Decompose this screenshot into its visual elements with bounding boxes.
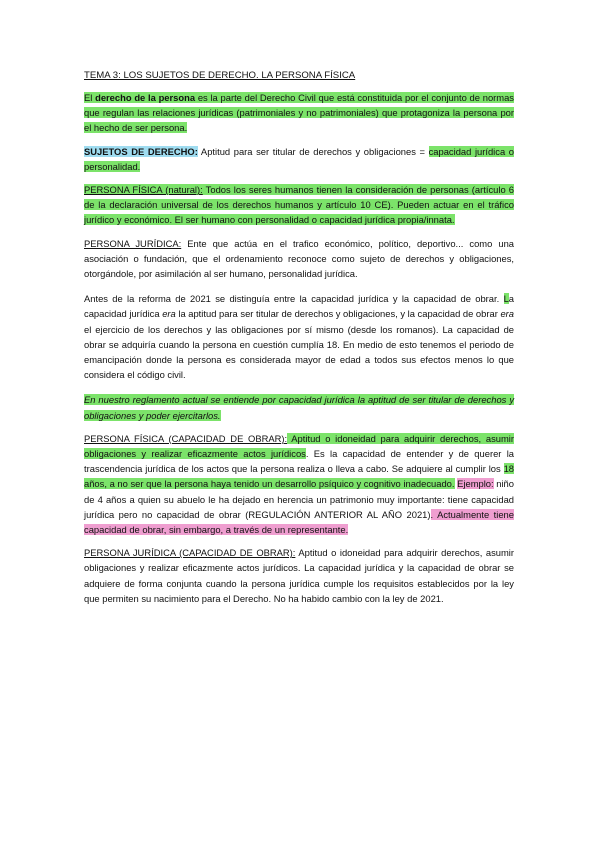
highlight-green: L xyxy=(503,293,509,305)
label-persona-juridica: PERSONA JURÍDICA: xyxy=(84,237,182,249)
document-page xyxy=(84,70,514,606)
paragraph-persona-fisica-obrar: PERSONA FÍSICA (CAPACIDAD DE OBRAR): Aptitud o idoneidad para adquirir derechos, asumir obligaciones y realizar eficazmente actos jurídicos. Es la capacidad de entender y de querer la trascendencia jurídica de los actos que la persona realiza o lleva a cabo. Se adquiere al cumplir los 18 años, a no ser que la persona haya tenido un desarrollo psíquico y cognitivo inadecuado. Ejemplo: niño de 4 años a quien su abuelo le ha dejado en herencia un patrimonio muy importante: tiene capacidad jurídica pero no capacidad de obrar (REGULACIÓN ANTERIOR AL AÑO 2021). Actualmente tiene capacidad de obrar, sin embargo, a través de un representante. xyxy=(84,432,515,536)
label-ejemplo: Ejemplo: xyxy=(457,478,494,490)
highlight-green: En nuestro reglamento actual se entiende por capacidad jurídica la aptitud de ser titular de derechos y obligaciones y poder ejercitarlos. xyxy=(84,394,514,421)
paragraph-derecho-persona xyxy=(84,90,514,136)
paragraph-persona-juridica: PERSONA JURÍDICA: Ente que actúa en el trafico económico, político, deportivo... como una asociación o fundación, que el ordenamiento reconoce como sujeto de derechos y obligaciones, otorgándole, por asimilación al ser humano, personalidad jurídica. xyxy=(84,237,514,280)
page-title: TEMA 3: LOS SUJETOS DE DERECHO. LA PERSONA FÍSICA xyxy=(84,70,356,81)
paragraph-persona-juridica-obrar: PERSONA JURÍDICA (CAPACIDAD DE OBRAR): Aptitud o idoneidad para adquirir derechos, asumir obligaciones y realizar eficazmente actos jurídicos. La capacidad jurídica y la capacidad de obrar se adquiere de forma conjunta cuando la persona jurídica cumple los requisitos establecidos por la ley que permiten su nacimiento para el Derecho. No ha habido cambio con la ley de 2021. xyxy=(84,547,515,604)
label-persona-fisica-obrar: PERSONA FÍSICA (CAPACIDAD DE OBRAR): xyxy=(84,432,288,444)
highlight-green: capacidad jurídica o personalidad. xyxy=(84,145,514,172)
paragraph-reglamento-actual xyxy=(84,392,514,422)
label-sujetos-derecho: SUJETOS DE DERECHO: xyxy=(84,145,198,157)
bold-term: derecho de la persona xyxy=(95,92,196,103)
highlight-pink: . Actualmente tiene capacidad de obrar, sin embargo, a través de un representante. xyxy=(84,508,514,536)
label-persona-fisica: PERSONA FÍSICA (natural): xyxy=(84,184,203,196)
paragraph-reforma-2021: Antes de la reforma de 2021 se distinguía entre la capacidad jurídica y la capacidad de obrar. La capacidad jurídica era la aptitud para ser titular de derechos y obligaciones, y la capacidad de obrar era el ejercicio de los derechos y las obligaciones por sí mismo (desde los romanos). La capacidad de obrar se adquiría cuando la persona en cuestión cumplía 18. En medio de esto tenemos el periodo de emancipación donde la persona es considerada mayor de edad a todos sus efectos menos lo que considera el código civil. xyxy=(84,293,514,381)
highlight-green: El derecho de la persona es la parte del Derecho Civil que está constituida por el conjunto de normas que regulan las relaciones jurídicas (patrimoniales y no patrimoniales) que protagoniza la persona por el hecho de ser persona. xyxy=(84,92,514,134)
highlight-green: 18 años, a no ser que la persona haya tenido un desarrollo psíquico y cognitivo inadecuado. xyxy=(84,463,514,490)
highlight-green: Aptitud o idoneidad para adquirir derechos, asumir obligaciones y realizar eficazmente actos jurídicos xyxy=(84,432,515,460)
paragraph-sujetos-derecho: SUJETOS DE DERECHO: Aptitud para ser titular de derechos y obligaciones = capacidad jurídica o personalidad. xyxy=(84,145,514,172)
label-persona-juridica-obrar: PERSONA JURÍDICA (CAPACIDAD DE OBRAR): xyxy=(84,547,296,559)
paragraph-persona-fisica xyxy=(84,182,514,228)
highlight-green: PERSONA FÍSICA (natural): Todos los seres humanos tienen la consideración de personas (artículo 6 de la declaración universal de los derechos humanos y artículo 10 CE). Pueden actuar en el tráfico jurídico y económico. El ser humano con personalidad o capacidad jurídica propia/innata. xyxy=(84,184,514,226)
